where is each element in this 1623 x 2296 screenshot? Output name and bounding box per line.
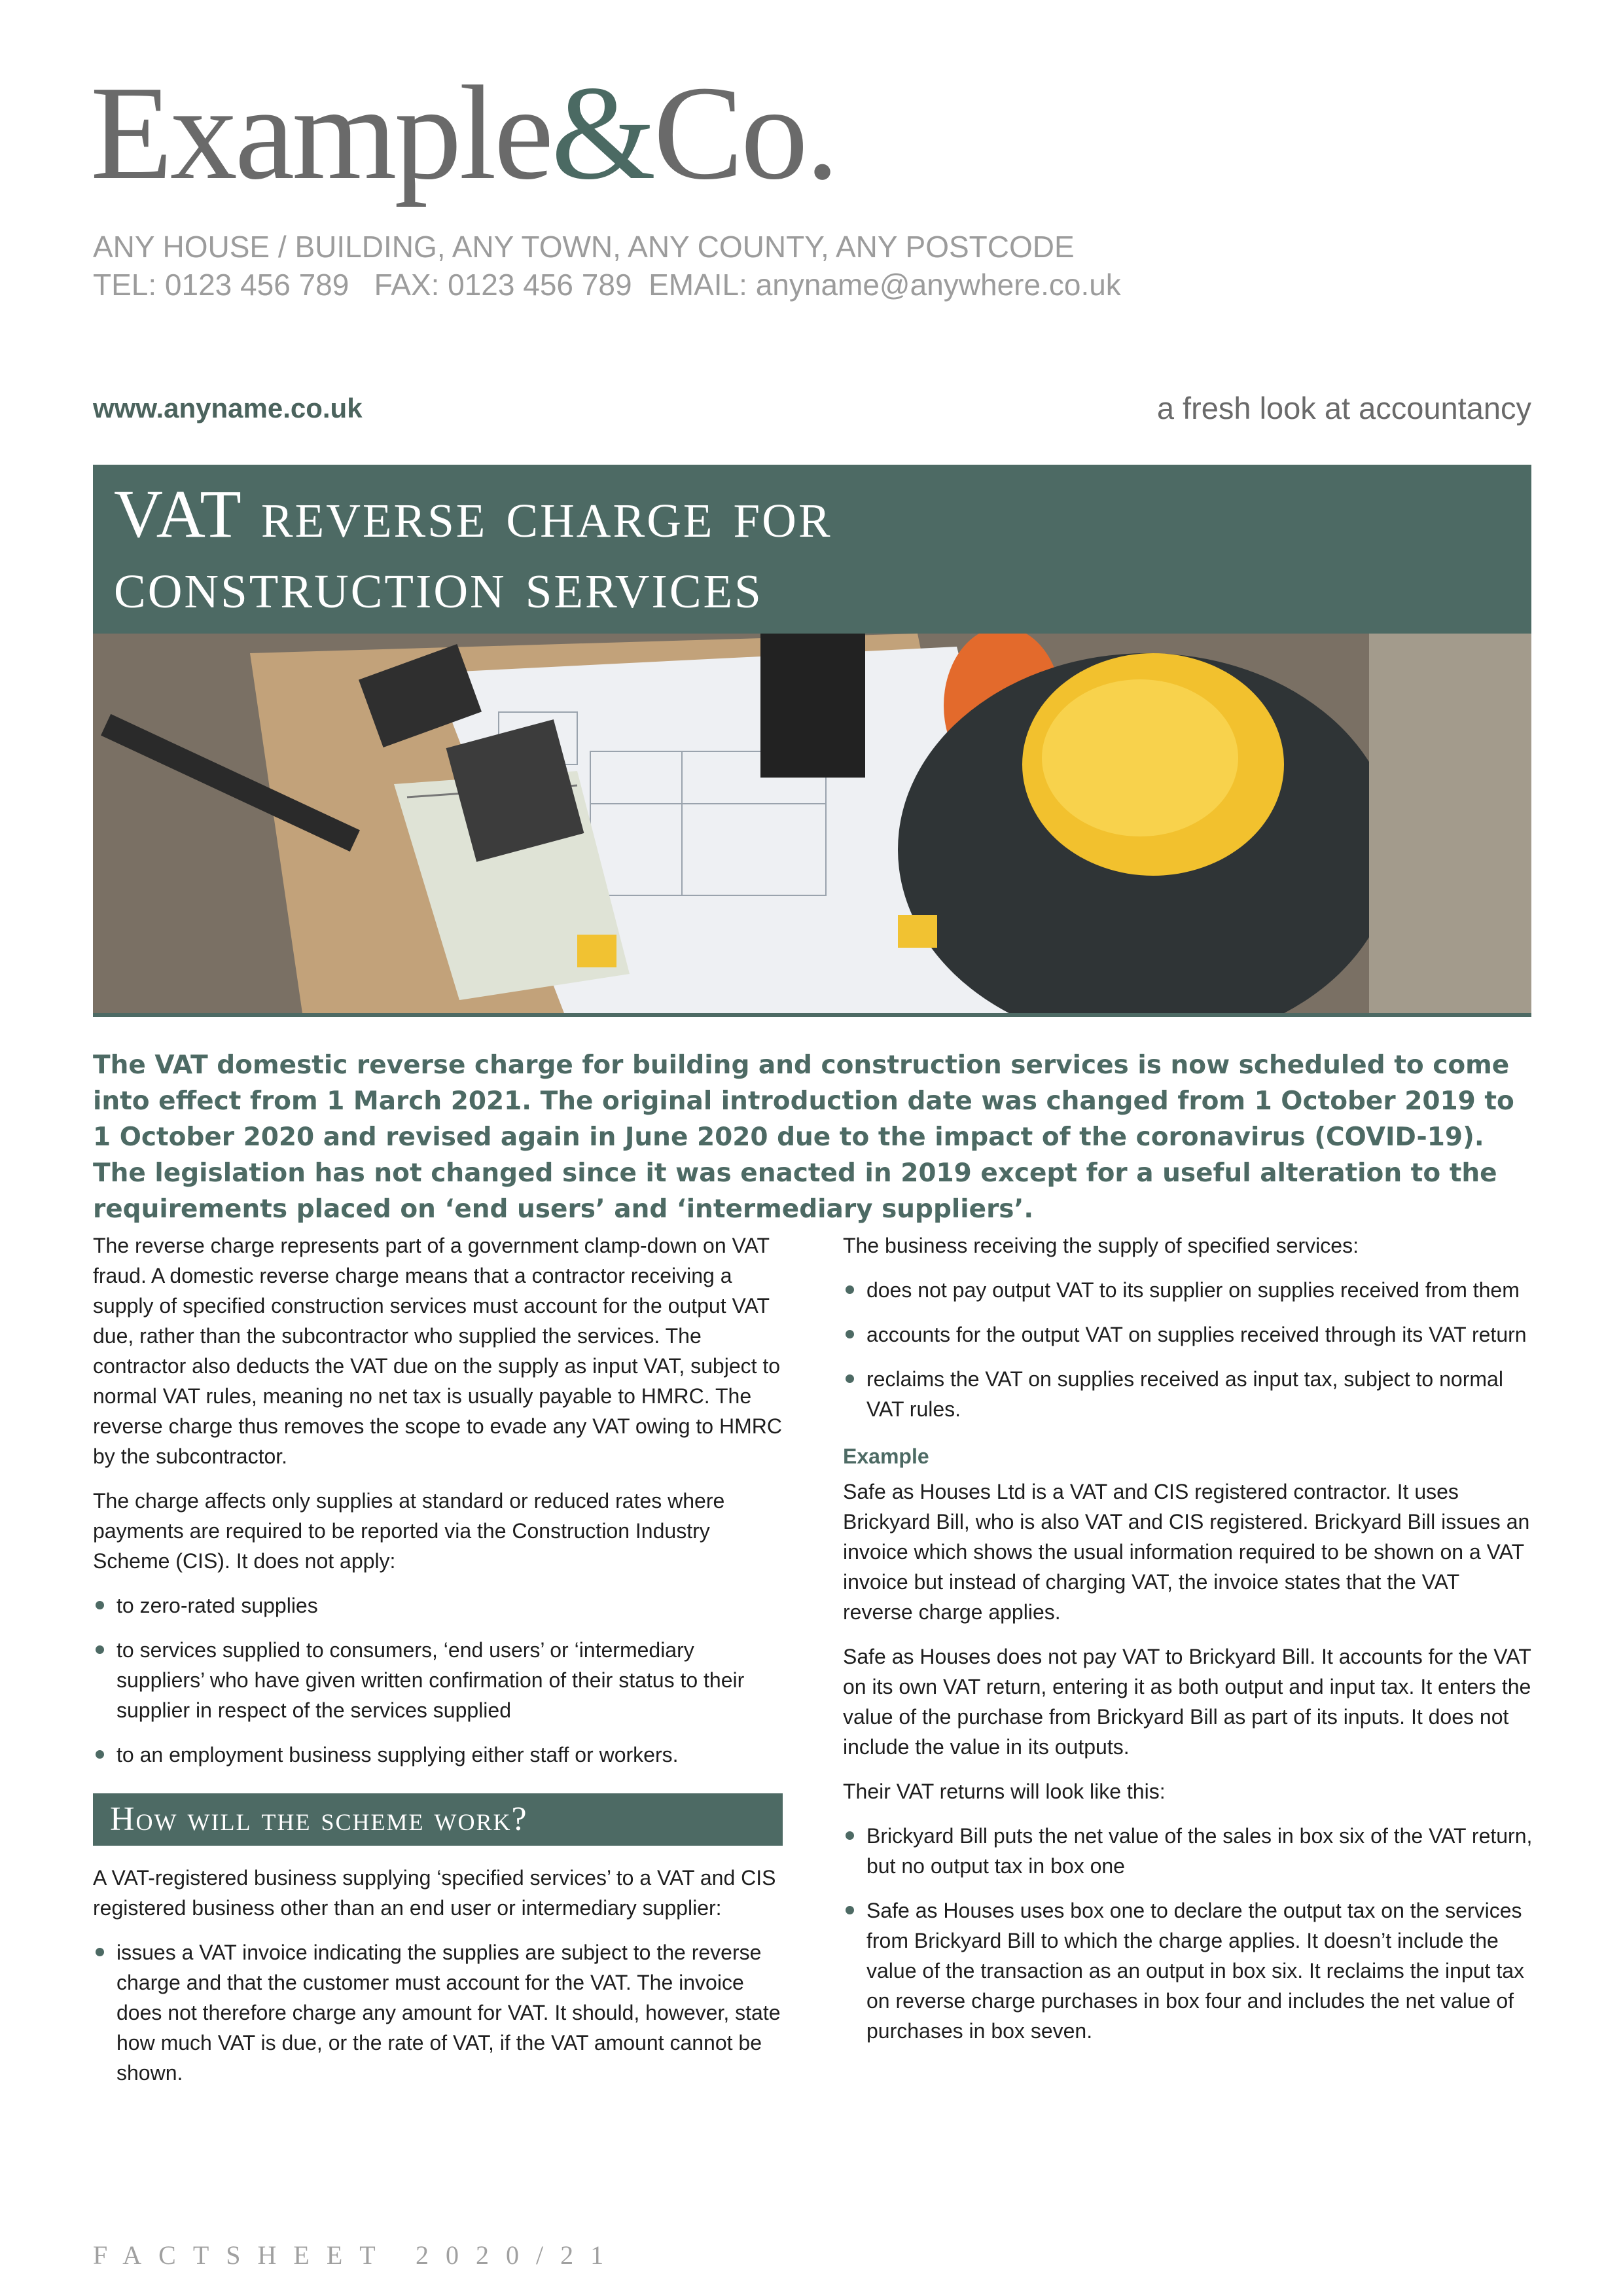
page-title [114, 476, 832, 622]
logo-word: Example [90, 58, 552, 207]
right-column [843, 1230, 1533, 2060]
title-line-1: VAT reverse charge for [114, 476, 832, 552]
address-line: ANY HOUSE / BUILDING, ANY TOWN, ANY COUNTY, ANY POSTCODE [93, 230, 1075, 264]
list-item: does not pay output VAT to its supplier on supplies received from them [843, 1275, 1533, 1305]
list-item: issues a VAT invoice indicating the supplies are subject to the reverse charge and that the customer must account for the VAT. The invoice does not therefore charge any amount for VAT. It should, however, state how much VAT is due, or the rate of VAT, if the VAT amount cannot be shown. [93, 1937, 783, 2088]
right-paragraph-1: The business receiving the supply of specified services: [843, 1234, 1359, 1257]
list-item: Brickyard Bill puts the net value of the sales in box six of the VAT return, but no output tax in box one [843, 1821, 1533, 1881]
left-paragraph-2: The charge affects only supplies at standard or reduced rates where payments are required to be reported via the Construction Industry Scheme (CIS). It does not apply: [93, 1489, 725, 1573]
exclusions-list [93, 1590, 783, 1770]
supplier-list [93, 1937, 783, 2088]
title-line-2: construction services [114, 547, 763, 622]
right-paragraph-2: Safe as Houses Ltd is a VAT and CIS registered contractor. It uses Brickyard Bill, who is also VAT and CIS registered. Brickyard Bill issues an invoice which shows the usual information required to be shown on a VAT invoice but instead of charging VAT, the invoice states that the VAT reverse charge applies. [843, 1480, 1530, 1624]
receiver-list [843, 1275, 1533, 1424]
list-item: accounts for the output VAT on supplies received through its VAT return [843, 1319, 1533, 1350]
logo-ampersand: & [551, 58, 654, 207]
left-paragraph-3: A VAT-registered business supplying ‘specified services’ to a VAT and CIS registered business other than an end user or intermediary supplier: [93, 1866, 776, 1920]
construction-photo [93, 634, 1531, 1017]
address-block [93, 228, 1121, 304]
list-item: to an employment business supplying either staff or workers. [93, 1740, 783, 1770]
list-item: to zero-rated supplies [93, 1590, 783, 1621]
contact-line: TEL: 0123 456 789 FAX: 0123 456 789 EMAIL: anyname@anywhere.co.uk [93, 268, 1121, 302]
website-link[interactable]: www.anyname.co.uk [93, 393, 363, 423]
right-paragraph-3: Safe as Houses does not pay VAT to Brickyard Bill. It accounts for the VAT on its own VAT return, entering it as both output and input tax. It enters the value of the purchase from Brickyard Bill as part of its inputs. It does not include the value in its outputs. [843, 1645, 1531, 1759]
title-banner [93, 465, 1531, 634]
list-item: Safe as Houses uses box one to declare the output tax on the services from Brickyard Bill to which the charge applies. It doesn’t include the value of the transaction as an output in box six. It reclaims the input tax on reverse charge purchases in box four and includes the net value of purchases in box seven. [843, 1895, 1533, 2046]
right-paragraph-4: Their VAT returns will look like this: [843, 1780, 1166, 1803]
list-item: to services supplied to consumers, ‘end users’ or ‘intermediary suppliers’ who have given written confirmation of their status to their supplier in respect of the services supplied [93, 1635, 783, 1725]
vat-returns-list [843, 1821, 1533, 2046]
list-item: reclaims the VAT on supplies received as input tax, subject to normal VAT rules. [843, 1364, 1533, 1424]
section-heading-scheme: How will the scheme work? [93, 1793, 783, 1846]
logo-end: Co. [653, 58, 837, 207]
example-label: Example [843, 1444, 929, 1468]
left-column [93, 1230, 783, 2102]
footer-label: FACTSHEET 2020/21 [93, 2240, 621, 2270]
intro-paragraph: The VAT domestic reverse charge for building and construction services is now scheduled to come into effect from 1 March 2021. The original introduction date was changed from 1 October 2019 to 1 October 2020 and revised again in June 2020 due to the impact of the coronavirus (COVID-19). The legislation has not changed since it was enacted in 2019 except for a useful alteration to the requirements placed on ‘end users’ and ‘intermediary suppliers’. [93, 1050, 1514, 1224]
left-paragraph-1: The reverse charge represents part of a government clamp-down on VAT fraud. A domestic reverse charge means that a contractor receiving a supply of specified construction services must account for the output VAT due, rather than the subcontractor who supplied the services. The contractor also deducts the VAT due on the supply as input VAT, subject to normal VAT rules, meaning no net tax is usually payable to HMRC. The reverse charge thus removes the scope to evade any VAT owing to HMRC by the subcontractor. [93, 1234, 782, 1468]
company-logo [90, 58, 837, 207]
tagline: a fresh look at accountancy [1156, 391, 1531, 425]
photo-illustration [93, 634, 1531, 1013]
